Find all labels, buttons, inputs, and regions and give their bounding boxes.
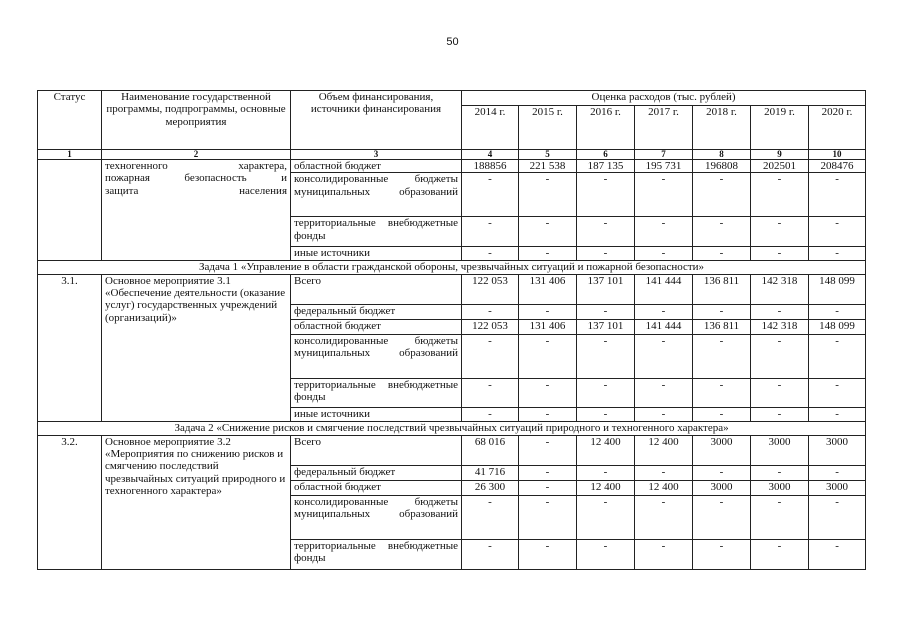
- value-cell: -: [462, 378, 519, 407]
- funding-source: консолидированные бюджеты муниципальных образований: [291, 173, 462, 217]
- value-cell: -: [462, 334, 519, 378]
- value-cell: -: [577, 465, 635, 480]
- task-row: [38, 260, 866, 274]
- value-cell: -: [635, 173, 693, 217]
- value-cell: 141 444: [635, 319, 693, 334]
- value-cell: -: [519, 334, 577, 378]
- value-cell: -: [751, 334, 809, 378]
- value-cell: -: [519, 247, 577, 260]
- value-cell: 136 811: [693, 274, 751, 304]
- value-cell: -: [519, 217, 577, 247]
- header-year: 2017 г.: [635, 106, 693, 150]
- value-cell: -: [635, 465, 693, 480]
- budget-table-body: [38, 91, 866, 570]
- value-cell: -: [577, 495, 635, 539]
- value-cell: -: [809, 465, 866, 480]
- header-name: Наименование государственной программы, подпрограммы, основные мероприятия: [102, 91, 291, 150]
- funding-source: территориальные внебюджетные фонды: [291, 539, 462, 569]
- value-cell: 12 400: [635, 435, 693, 465]
- value-cell: 188856: [462, 160, 519, 173]
- value-cell: 3000: [809, 480, 866, 495]
- funding-source: областной бюджет: [291, 319, 462, 334]
- row-name: [102, 160, 291, 261]
- row-name: Основное мероприятие 3.1 «Обеспечение деятельности (оказание услуг) государственных учреждений (организаций)»: [102, 274, 291, 421]
- funding-source: Всего: [291, 435, 462, 465]
- value-cell: -: [751, 173, 809, 217]
- value-cell: -: [577, 539, 635, 569]
- value-cell: -: [809, 217, 866, 247]
- value-cell: 3000: [751, 480, 809, 495]
- value-cell: -: [519, 435, 577, 465]
- value-cell: -: [751, 407, 809, 421]
- funding-source: областной бюджет: [291, 160, 462, 173]
- value-cell: -: [751, 247, 809, 260]
- value-cell: -: [577, 304, 635, 319]
- value-cell: -: [462, 304, 519, 319]
- value-cell: -: [577, 247, 635, 260]
- value-cell: 137 101: [577, 319, 635, 334]
- value-cell: 41 716: [462, 465, 519, 480]
- value-cell: 12 400: [577, 480, 635, 495]
- funding-source: иные источники: [291, 247, 462, 260]
- value-cell: -: [519, 304, 577, 319]
- value-cell: 12 400: [635, 480, 693, 495]
- value-cell: -: [462, 407, 519, 421]
- task-title: Задача 2 «Снижение рисков и смягчение последствий чрезвычайных ситуаций природного и техногенного характера»: [38, 421, 866, 435]
- value-cell: 131 406: [519, 274, 577, 304]
- value-cell: -: [751, 217, 809, 247]
- value-cell: -: [519, 407, 577, 421]
- value-cell: -: [519, 495, 577, 539]
- row-name-line: техногенного характера,: [105, 160, 287, 172]
- value-cell: 142 318: [751, 274, 809, 304]
- value-cell: -: [635, 495, 693, 539]
- value-cell: 208476: [809, 160, 866, 173]
- value-cell: -: [635, 304, 693, 319]
- value-cell: -: [635, 217, 693, 247]
- value-cell: -: [809, 378, 866, 407]
- value-cell: -: [519, 173, 577, 217]
- value-cell: 196808: [693, 160, 751, 173]
- value-cell: 68 016: [462, 435, 519, 465]
- funding-source: территориальные внебюджетные фонды: [291, 217, 462, 247]
- value-cell: 142 318: [751, 319, 809, 334]
- value-cell: -: [462, 173, 519, 217]
- value-cell: -: [577, 378, 635, 407]
- header-row: [38, 91, 866, 106]
- value-cell: -: [809, 173, 866, 217]
- value-cell: -: [519, 480, 577, 495]
- value-cell: -: [577, 334, 635, 378]
- funding-source: Всего: [291, 274, 462, 304]
- table-row: [38, 435, 866, 465]
- value-cell: 148 099: [809, 319, 866, 334]
- value-cell: 136 811: [693, 319, 751, 334]
- value-cell: -: [751, 378, 809, 407]
- value-cell: -: [635, 334, 693, 378]
- value-cell: -: [577, 407, 635, 421]
- header-funding: Объем финансирования, источники финансирования: [291, 91, 462, 150]
- value-cell: -: [751, 539, 809, 569]
- value-cell: -: [635, 378, 693, 407]
- column-index: 10: [809, 150, 866, 160]
- value-cell: -: [809, 304, 866, 319]
- value-cell: -: [577, 217, 635, 247]
- value-cell: -: [635, 247, 693, 260]
- funding-source: федеральный бюджет: [291, 304, 462, 319]
- value-cell: 3000: [751, 435, 809, 465]
- value-cell: 195 731: [635, 160, 693, 173]
- value-cell: -: [809, 407, 866, 421]
- task-title: Задача 1 «Управление в области гражданской обороны, чрезвычайных ситуаций и пожарной безопасности»: [38, 260, 866, 274]
- value-cell: 3000: [693, 480, 751, 495]
- value-cell: -: [809, 495, 866, 539]
- column-index: 8: [693, 150, 751, 160]
- value-cell: 137 101: [577, 274, 635, 304]
- value-cell: -: [519, 465, 577, 480]
- value-cell: -: [635, 407, 693, 421]
- index-row: [38, 150, 866, 160]
- value-cell: -: [462, 247, 519, 260]
- value-cell: -: [693, 407, 751, 421]
- value-cell: -: [693, 539, 751, 569]
- funding-source: территориальные внебюджетные фонды: [291, 378, 462, 407]
- table-row: [38, 160, 866, 173]
- header-year: 2015 г.: [519, 106, 577, 150]
- value-cell: 12 400: [577, 435, 635, 465]
- funding-source: консолидированные бюджеты муниципальных образований: [291, 334, 462, 378]
- budget-table: [37, 90, 866, 570]
- header-status: Статус: [38, 91, 102, 150]
- value-cell: -: [751, 495, 809, 539]
- value-cell: -: [693, 495, 751, 539]
- row-status: [38, 160, 102, 261]
- value-cell: -: [462, 217, 519, 247]
- value-cell: 122 053: [462, 274, 519, 304]
- value-cell: 3000: [809, 435, 866, 465]
- value-cell: -: [693, 173, 751, 217]
- task-row: [38, 421, 866, 435]
- value-cell: -: [751, 465, 809, 480]
- value-cell: -: [693, 217, 751, 247]
- column-index: 5: [519, 150, 577, 160]
- column-index: 2: [102, 150, 291, 160]
- value-cell: -: [693, 334, 751, 378]
- value-cell: 221 538: [519, 160, 577, 173]
- value-cell: 122 053: [462, 319, 519, 334]
- value-cell: 148 099: [809, 274, 866, 304]
- header-year: 2020 г.: [809, 106, 866, 150]
- header-year: 2019 г.: [751, 106, 809, 150]
- value-cell: -: [462, 539, 519, 569]
- header-year: 2016 г.: [577, 106, 635, 150]
- row-name-line: пожарная безопасность и: [105, 172, 287, 185]
- value-cell: 202501: [751, 160, 809, 173]
- value-cell: -: [809, 334, 866, 378]
- value-cell: -: [751, 304, 809, 319]
- funding-source: иные источники: [291, 407, 462, 421]
- value-cell: -: [693, 304, 751, 319]
- value-cell: -: [519, 378, 577, 407]
- column-index: 3: [291, 150, 462, 160]
- row-name: Основное мероприятие 3.2 «Мероприятия по снижению рисков и смягчению последствий чрезвычайных ситуаций природного и техногенного характера»: [102, 435, 291, 569]
- value-cell: 141 444: [635, 274, 693, 304]
- table-row: [38, 274, 866, 304]
- row-status: 3.1.: [38, 274, 102, 421]
- value-cell: 187 135: [577, 160, 635, 173]
- row-name-line: защита населения: [105, 184, 287, 197]
- value-cell: -: [693, 378, 751, 407]
- header-year: 2014 г.: [462, 106, 519, 150]
- row-status: 3.2.: [38, 435, 102, 569]
- funding-source: консолидированные бюджеты муниципальных образований: [291, 495, 462, 539]
- header-estimate: Оценка расходов (тыс. рублей): [462, 91, 866, 106]
- value-cell: -: [809, 539, 866, 569]
- header-year: 2018 г.: [693, 106, 751, 150]
- column-index: 9: [751, 150, 809, 160]
- value-cell: -: [809, 247, 866, 260]
- value-cell: 26 300: [462, 480, 519, 495]
- value-cell: -: [577, 173, 635, 217]
- value-cell: 131 406: [519, 319, 577, 334]
- funding-source: федеральный бюджет: [291, 465, 462, 480]
- column-index: 4: [462, 150, 519, 160]
- column-index: 6: [577, 150, 635, 160]
- value-cell: -: [519, 539, 577, 569]
- funding-source: областной бюджет: [291, 480, 462, 495]
- value-cell: -: [693, 465, 751, 480]
- value-cell: -: [635, 539, 693, 569]
- value-cell: -: [462, 495, 519, 539]
- value-cell: -: [693, 247, 751, 260]
- value-cell: 3000: [693, 435, 751, 465]
- column-index: 1: [38, 150, 102, 160]
- page-number: 50: [446, 36, 459, 48]
- column-index: 7: [635, 150, 693, 160]
